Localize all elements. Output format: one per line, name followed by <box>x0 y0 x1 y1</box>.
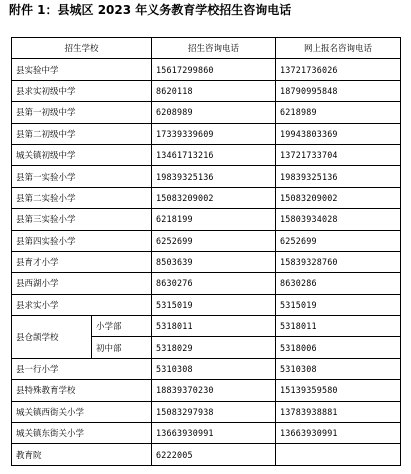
online-registration-phone-cell: 15803934028 <box>276 209 401 230</box>
enrollment-phone-cell: 6252699 <box>152 230 276 251</box>
enrollment-phone-cell: 8503639 <box>152 251 276 272</box>
school-name-cell: 城关镇初级中学 <box>12 144 152 165</box>
school-name-cell: 县育才小学 <box>12 251 152 272</box>
online-registration-phone-cell: 5318011 <box>276 316 401 337</box>
table-row <box>12 316 401 337</box>
table-row <box>12 251 401 272</box>
online-registration-phone-cell: 6252699 <box>276 230 401 251</box>
online-registration-phone-cell <box>276 444 401 465</box>
table-row <box>12 102 401 123</box>
enrollment-phone-cell: 5310308 <box>152 358 276 379</box>
online-registration-phone-cell: 15083209002 <box>276 187 401 208</box>
school-name-cell: 县一行小学 <box>12 358 152 379</box>
header-online-phone: 网上报名咨询电话 <box>276 38 401 59</box>
school-name-cell: 县求实初级中学 <box>12 80 152 101</box>
online-registration-phone-cell: 13721733704 <box>276 144 401 165</box>
enrollment-phone-cell: 6208989 <box>152 102 276 123</box>
enrollment-phone-cell: 15083209002 <box>152 187 276 208</box>
online-registration-phone-cell: 13663930991 <box>276 423 401 444</box>
enrollment-phone-cell: 18839370230 <box>152 380 276 401</box>
table-row <box>12 444 401 465</box>
enrollment-phone-cell: 5318029 <box>152 337 276 358</box>
online-registration-phone-cell: 5318006 <box>276 337 401 358</box>
enrollment-phone-cell: 17339339609 <box>152 123 276 144</box>
table-row <box>12 166 401 187</box>
online-registration-phone-cell: 13783938881 <box>276 401 401 422</box>
online-registration-phone-cell: 5310308 <box>276 358 401 379</box>
school-name-cell: 城关镇西街关小学 <box>12 401 152 422</box>
online-registration-phone-cell: 18790995848 <box>276 80 401 101</box>
table-row <box>12 123 401 144</box>
online-registration-phone-cell: 6218989 <box>276 102 401 123</box>
enrollment-phone-cell: 13461713216 <box>152 144 276 165</box>
table-row <box>12 209 401 230</box>
table-row <box>12 358 401 379</box>
online-registration-phone-cell: 15139359580 <box>276 380 401 401</box>
school-contact-table <box>11 37 401 466</box>
online-registration-phone-cell: 19839325136 <box>276 166 401 187</box>
school-name-cell: 县求实小学 <box>12 294 152 315</box>
table-row <box>12 59 401 80</box>
table-row <box>12 273 401 294</box>
school-name-cell: 县第一实验小学 <box>12 166 152 187</box>
online-registration-phone-cell: 13721736026 <box>276 59 401 80</box>
table-row <box>12 230 401 251</box>
online-registration-phone-cell: 5315019 <box>276 294 401 315</box>
department-cell: 初中部 <box>92 337 152 358</box>
table-row <box>12 144 401 165</box>
table-row <box>12 294 401 315</box>
school-name-cell: 县第一初级中学 <box>12 102 152 123</box>
header-school: 招生学校 <box>12 38 152 59</box>
school-name-cell: 县第二实验小学 <box>12 187 152 208</box>
school-name-cell: 县仓颉学校 <box>12 316 92 359</box>
enrollment-phone-cell: 5318011 <box>152 316 276 337</box>
header-phone: 招生咨询电话 <box>152 38 276 59</box>
table-row <box>12 187 401 208</box>
table-row <box>12 380 401 401</box>
table-body <box>12 59 401 465</box>
enrollment-phone-cell: 6222005 <box>152 444 276 465</box>
school-name-cell: 县特殊教育学校 <box>12 380 152 401</box>
table-header-row <box>12 38 401 59</box>
school-name-cell: 城关镇东街关小学 <box>12 423 152 444</box>
enrollment-phone-cell: 15617299860 <box>152 59 276 80</box>
school-name-cell: 县第二初级中学 <box>12 123 152 144</box>
online-registration-phone-cell: 19943803369 <box>276 123 401 144</box>
school-name-cell: 县第三实验小学 <box>12 209 152 230</box>
enrollment-phone-cell: 8620118 <box>152 80 276 101</box>
table-row <box>12 80 401 101</box>
table-row <box>12 401 401 422</box>
table-row <box>12 423 401 444</box>
enrollment-phone-cell: 6218199 <box>152 209 276 230</box>
enrollment-phone-cell: 19839325136 <box>152 166 276 187</box>
online-registration-phone-cell: 15839328760 <box>276 251 401 272</box>
enrollment-phone-cell: 13663930991 <box>152 423 276 444</box>
school-name-cell: 县第四实验小学 <box>12 230 152 251</box>
school-name-cell: 县实验中学 <box>12 59 152 80</box>
enrollment-phone-cell: 15083297938 <box>152 401 276 422</box>
department-cell: 小学部 <box>92 316 152 337</box>
school-name-cell: 教育院 <box>12 444 152 465</box>
online-registration-phone-cell: 8630286 <box>276 273 401 294</box>
school-name-cell: 县西湖小学 <box>12 273 152 294</box>
enrollment-phone-cell: 5315019 <box>152 294 276 315</box>
enrollment-phone-cell: 8630276 <box>152 273 276 294</box>
document-title: 附件 1：县城区 2023 年义务教育学校招生咨询电话 <box>9 3 292 17</box>
